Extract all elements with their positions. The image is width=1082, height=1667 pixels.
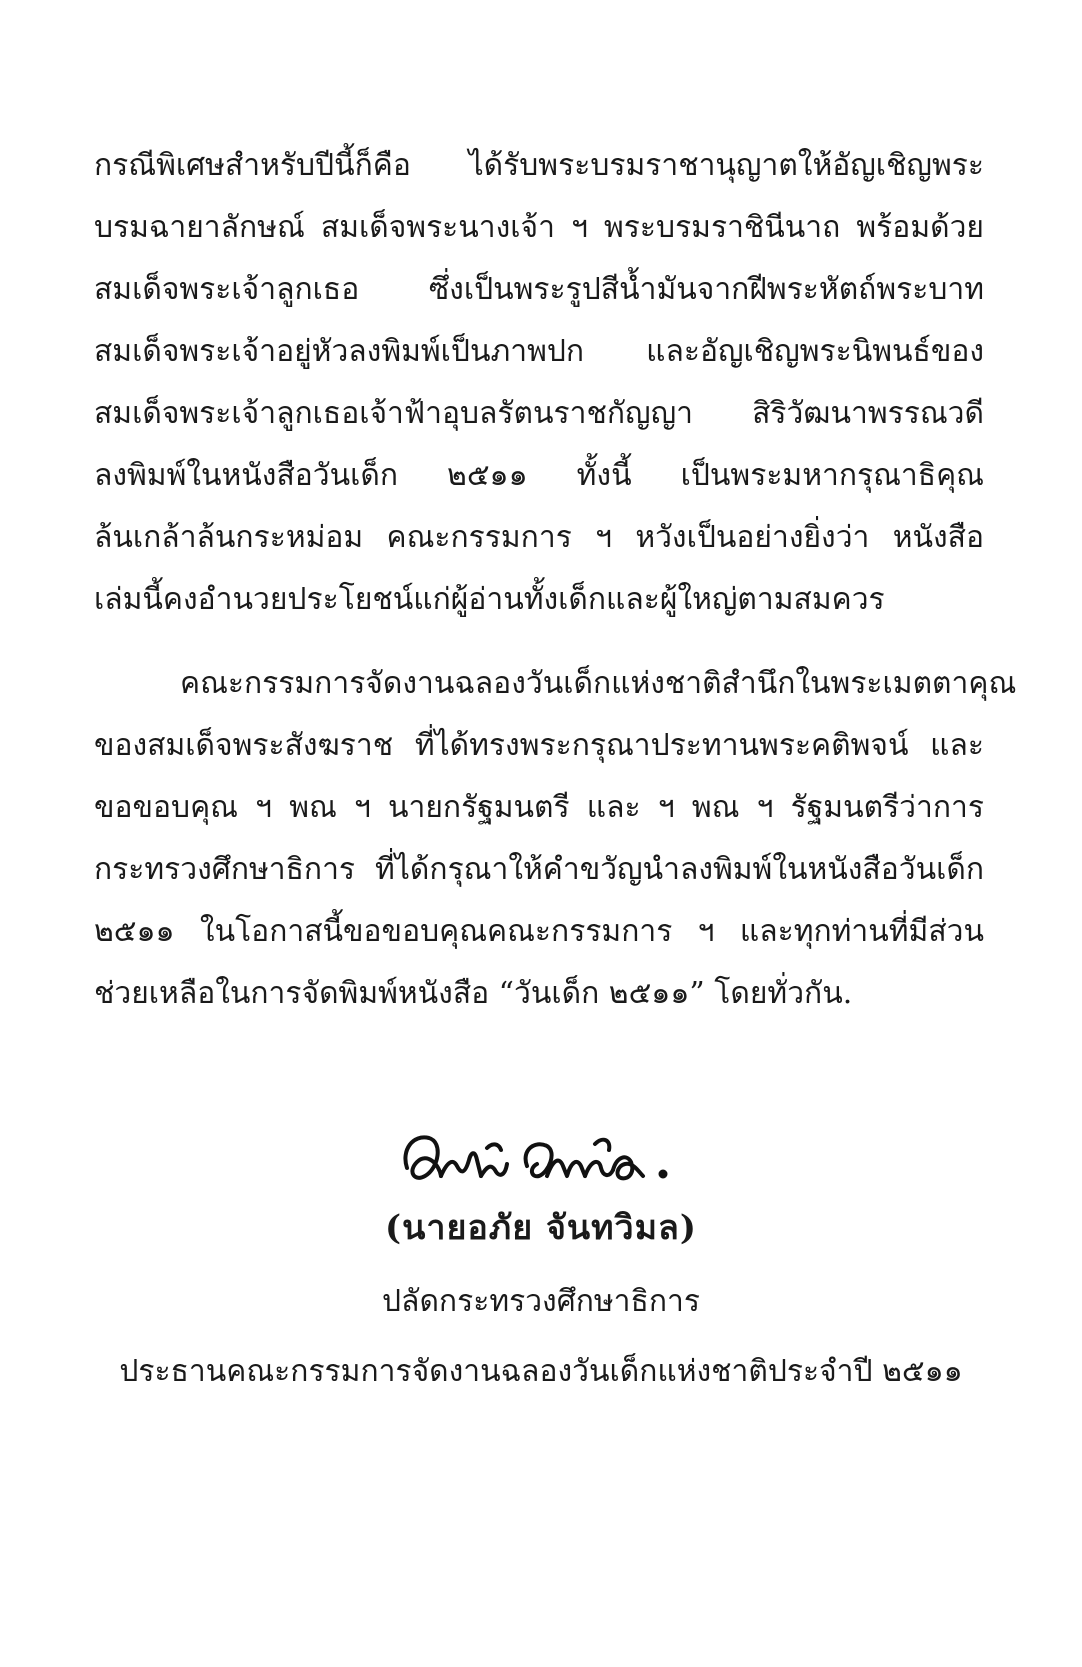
- handwritten-signature: [395, 1120, 695, 1200]
- paragraph-1-line-5: สมเด็จพระเจ้าลูกเธอเจ้าฟ้าอุบลรัตนราชกัญญา สิริวัฒนาพรรณวดี: [94, 396, 984, 431]
- paragraph-1-line-7: ล้นเกล้าล้นกระหม่อม คณะกรรมการ ฯ หวังเป็นอย่างยิ่งว่า หนังสือ: [94, 520, 984, 555]
- paragraph-2-line-3: ขอขอบคุณ ฯ พณ ฯ นายกรัฐมนตรี และ ฯ พณ ฯ รัฐมนตรีว่าการ: [94, 790, 985, 825]
- paragraph-2-line-5: ๒๕๑๑ ในโอกาสนี้ขอขอบคุณคณะกรรมการ ฯ และทุกท่านที่มีส่วน: [94, 914, 984, 949]
- paragraph-2-line-1: คณะกรรมการจัดงานฉลองวันเด็กแห่งชาติสำนึกในพระเมตตาคุณ: [180, 666, 1017, 701]
- paragraph-1-line-6: ลงพิมพ์ในหนังสือวันเด็ก ๒๕๑๑ ทั้งนี้ เป็นพระมหากรุณาธิคุณ: [94, 458, 984, 493]
- paragraph-1-line-8: เล่มนี้คงอำนวยประโยชน์แก่ผู้อ่านทั้งเด็กและผู้ใหญ่ตามสมควร: [94, 582, 885, 617]
- paragraph-1-line-4: สมเด็จพระเจ้าอยู่หัวลงพิมพ์เป็นภาพปก และอัญเชิญพระนิพนธ์ของ: [94, 334, 984, 369]
- paragraph-1-line-3: สมเด็จพระเจ้าลูกเธอ ซึ่งเป็นพระรูปสีน้ำมันจากฝีพระหัตถ์พระบาท: [94, 272, 984, 307]
- signatory-position: ปลัดกระทรวงศึกษาธิการ: [382, 1284, 700, 1319]
- paragraph-2-line-2: ของสมเด็จพระสังฆราช ที่ได้ทรงพระกรุณาประทานพระคติพจน์ และ: [94, 728, 984, 763]
- signatory-name: (นายอภัย จันทวิมล): [385, 1208, 697, 1248]
- paragraph-2-line-6: ช่วยเหลือในการจัดพิมพ์หนังสือ “วันเด็ก ๒๕๑๑” โดยทั่วกัน.: [94, 976, 853, 1011]
- signatory-committee-title: ประธานคณะกรรมการจัดงานฉลองวันเด็กแห่งชาติประจำปี ๒๕๑๑: [119, 1354, 963, 1389]
- paragraph-2-line-4: กระทรวงศึกษาธิการ ที่ได้กรุณาให้คำขวัญนำลงพิมพ์ในหนังสือวันเด็ก: [94, 852, 984, 887]
- paragraph-1-line-2: บรมฉายาลักษณ์ สมเด็จพระนางเจ้า ฯ พระบรมราชินีนาถ พร้อมด้วย: [94, 210, 984, 245]
- paragraph-1-line-1: กรณีพิเศษสำหรับปีนี้ก็คือ ได้รับพระบรมราชานุญาตให้อัญเชิญพระ: [94, 148, 984, 183]
